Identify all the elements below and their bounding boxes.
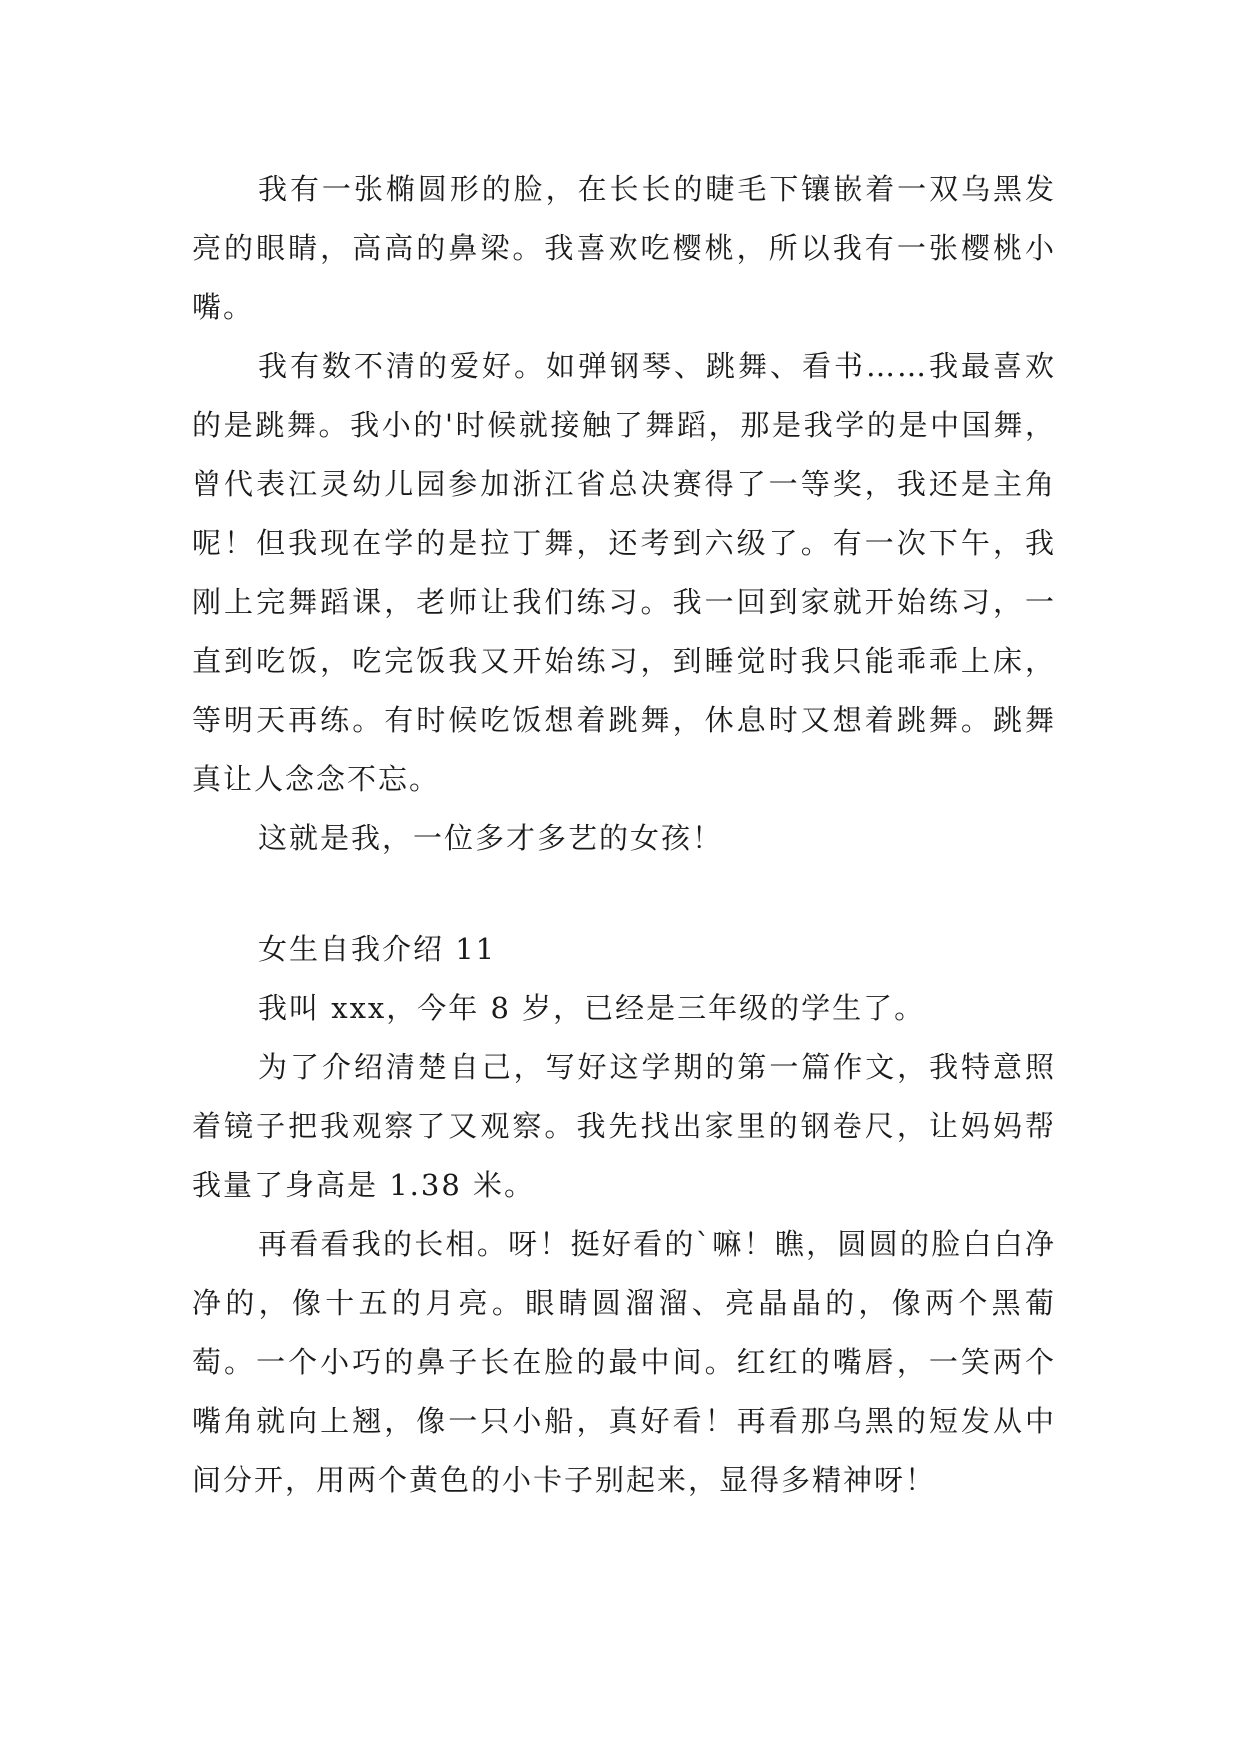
essay-section-1	[192, 160, 1056, 868]
paragraph-name-age: 我叫 xxx，今年 8 岁，已经是三年级的学生了。	[258, 991, 926, 1025]
paragraph-conclusion: 这就是我，一位多才多艺的女孩！	[258, 821, 724, 855]
paragraph-appearance: 再看看我的长相。呀！挺好看的`嘛！瞧，圆圆的脸白白净净的，像十五的月亮。眼睛圆溜溜、亮晶晶的，像两个黑葡萄。一个小巧的鼻子长在脸的最中间。红红的嘴唇，一笑两个嘴角就向上翘，像一只小船，真好看！再看那乌黑的短发从中间分开，用两个黄色的小卡子别起来，显得多精神呀！	[192, 1227, 1056, 1497]
paragraph-height: 为了介绍清楚自己，写好这学期的第一篇作文，我特意照着镜子把我观察了又观察。我先找出家里的钢卷尺，让妈妈帮我量了身高是 1.38 米。	[192, 1050, 1056, 1202]
essay-section-2	[192, 920, 1056, 1510]
paragraph-face-description: 我有一张椭圆形的脸，在长长的睫毛下镶嵌着一双乌黑发亮的眼睛，高高的鼻梁。我喜欢吃樱桃，所以我有一张樱桃小嘴。	[192, 172, 1056, 324]
section-heading: 女生自我介绍 11	[258, 932, 497, 966]
paragraph-hobbies: 我有数不清的爱好。如弹钢琴、跳舞、看书……我最喜欢的是跳舞。我小的'时候就接触了舞蹈，那是我学的是中国舞，曾代表江灵幼儿园参加浙江省总决赛得了一等奖，我还是主角呢！但我现在学的是拉丁舞，还考到六级了。有一次下午，我刚上完舞蹈课，老师让我们练习。我一回到家就开始练习，一直到吃饭，吃完饭我又开始练习，到睡觉时我只能乖乖上床，等明天再练。有时候吃饭想着跳舞，休息时又想着跳舞。跳舞真让人念念不忘。	[192, 349, 1056, 796]
